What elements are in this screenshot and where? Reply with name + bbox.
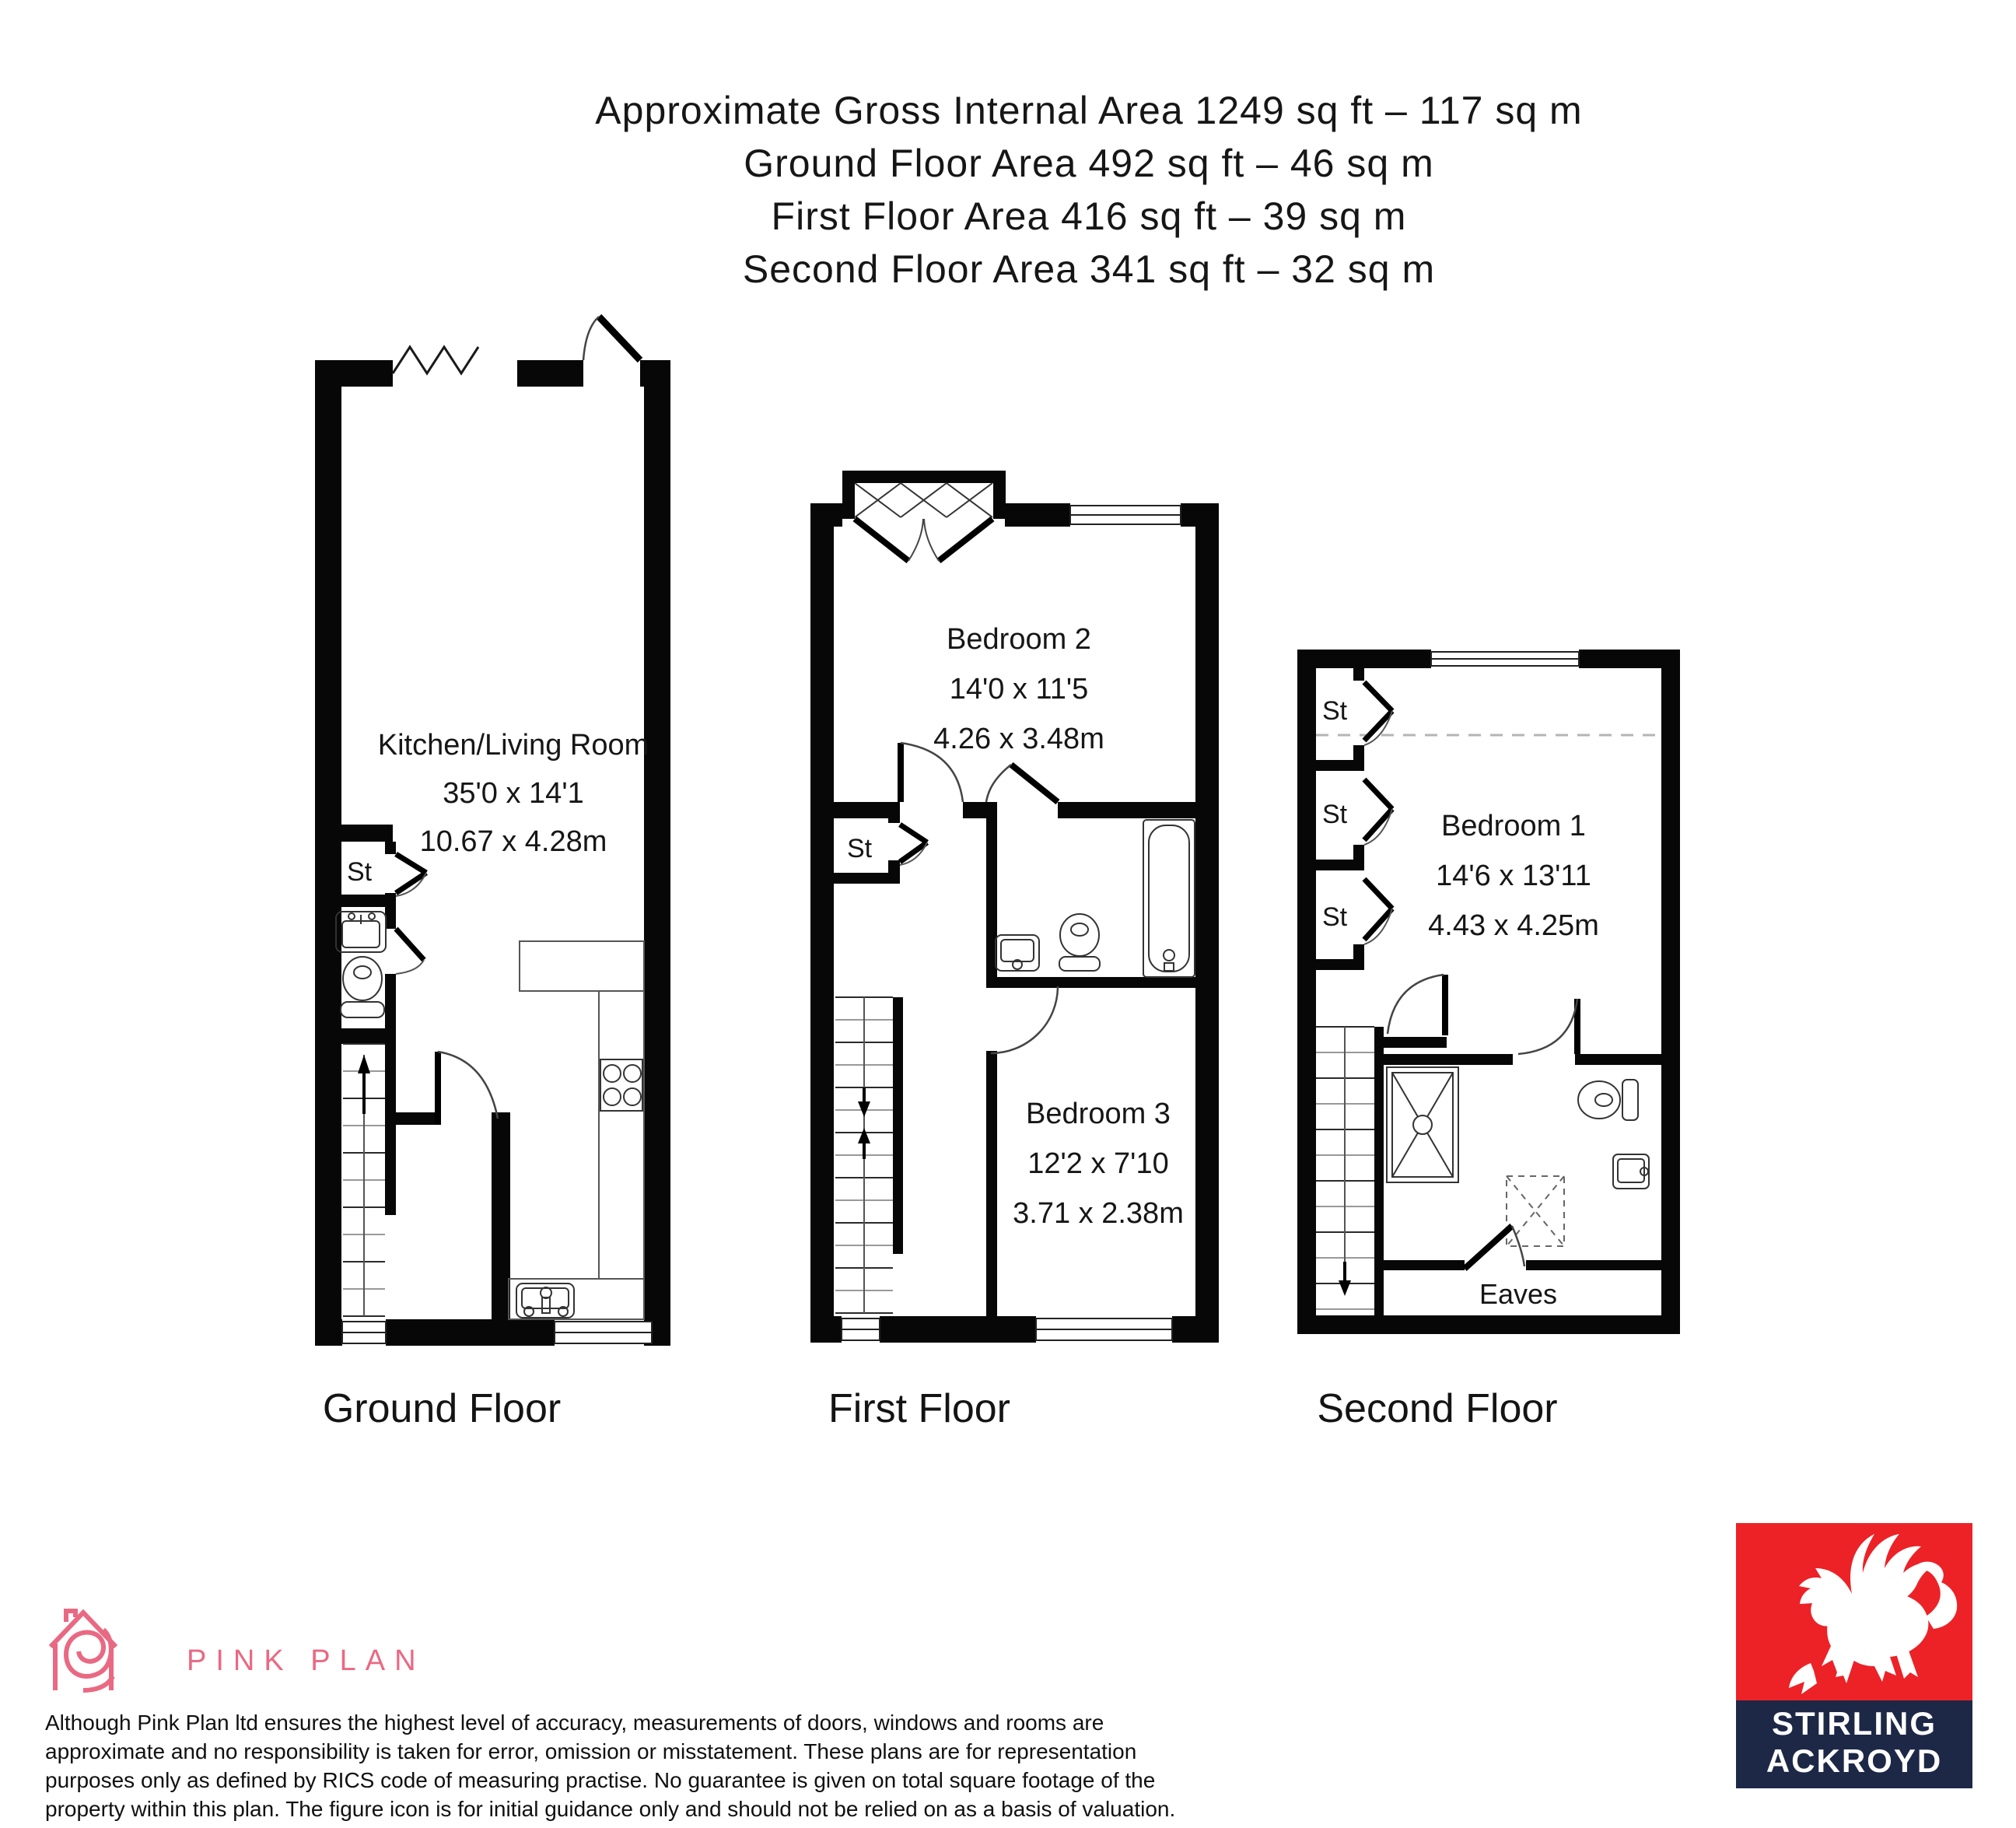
store-label: St [846, 834, 873, 863]
entrance-door [583, 317, 640, 360]
sink-icon [1613, 1154, 1649, 1189]
second-floor-area: Second Floor Area 341 sq ft – 32 sq m [742, 247, 1436, 291]
disclaimer-line: property within this plan. The figure icon is for initial guidance only and should not be relied on as a basis of valuation. [45, 1797, 1176, 1821]
stirling-wordmark-line1: STIRLING [1772, 1705, 1937, 1742]
store-label: St [1321, 696, 1348, 726]
floor-label-ground: Ground Floor [322, 1386, 562, 1431]
store-door [396, 854, 426, 896]
eaves-label: Eaves [1479, 1278, 1558, 1310]
sink-icon [996, 935, 1039, 971]
room-dims-ft: 12'2 x 7'10 [1027, 1147, 1169, 1180]
toilet-icon [1578, 1080, 1638, 1120]
toilet-icon [341, 957, 384, 1017]
room-dims-m: 10.67 x 4.28m [419, 825, 607, 858]
store-label: St [1321, 902, 1348, 932]
stairs-up [343, 1044, 385, 1316]
stairs-arrow-up [358, 1055, 370, 1073]
room-label: Bedroom 2 [947, 623, 1091, 656]
room-dims-m: 3.71 x 2.38m [1013, 1197, 1184, 1230]
pink-plan-brand [43, 1599, 509, 1700]
pink-plan-wordmark: PINK PLAN [187, 1644, 425, 1677]
disclaimer-line: Although Pink Plan ltd ensures the highest level of accuracy, measurements of doors, windows and rooms are [45, 1711, 1104, 1735]
store-label: St [1321, 800, 1348, 829]
store-label: St [346, 857, 373, 887]
stairs-down [1316, 1027, 1374, 1309]
room-dims-ft: 14'0 x 11'5 [949, 673, 1089, 706]
bathtub-icon [1143, 820, 1195, 977]
stirling-wordmark-line2: ACKROYD [1766, 1742, 1943, 1779]
hob-icon [600, 1059, 642, 1111]
ground-floor-area: Ground Floor Area 492 sq ft – 46 sq m [744, 142, 1434, 185]
sink-icon [336, 912, 386, 952]
eaves-door [1465, 1226, 1524, 1269]
room-label: Bedroom 1 [1441, 810, 1586, 842]
bedroom3-door [991, 986, 1058, 1053]
kitchen-sink-icon [516, 1283, 574, 1318]
gross-internal-area: Approximate Gross Internal Area 1249 sq ft – 117 sq m [595, 89, 1583, 132]
first-floor-area: First Floor Area 416 sq ft – 39 sq m [771, 194, 1407, 238]
room-dims-ft: 14'6 x 13'11 [1436, 860, 1591, 892]
room-dims-m: 4.43 x 4.25m [1428, 909, 1599, 942]
room-dims-ft: 35'0 x 14'1 [443, 777, 584, 810]
room-dims-m: 4.26 x 3.48m [933, 723, 1104, 755]
store-door [900, 825, 927, 865]
floor-label-second: Second Floor [1317, 1386, 1558, 1431]
ground-floor-plan [315, 317, 670, 1431]
shower-room-door [1518, 999, 1577, 1054]
disclaimer-line: approximate and no responsibility is taken for error, omission or misstatement. These plans are for representation [45, 1739, 1137, 1763]
toilet-icon [1059, 914, 1100, 971]
wc-door [396, 929, 424, 974]
first-floor-plan [810, 471, 1219, 1431]
hall-door [438, 1052, 498, 1125]
shower-icon [1387, 1067, 1458, 1182]
second-floor-plan [1297, 650, 1680, 1431]
stirling-ackroyd-logo [1736, 1523, 1972, 1788]
landing-door [1388, 975, 1445, 1035]
window [1070, 506, 1181, 524]
room-label: Bedroom 3 [1026, 1098, 1171, 1130]
kitchen-counter [509, 941, 644, 1319]
party-wall-zigzag [393, 347, 478, 373]
wardrobe-bay [855, 483, 992, 517]
pink-plan-house-icon [51, 1611, 116, 1690]
stairs-arrow-down [1339, 1280, 1351, 1296]
stairs-up-down [835, 997, 893, 1313]
bathroom-door [986, 765, 1058, 802]
floor-label-first: First Floor [828, 1386, 1010, 1431]
window [1431, 652, 1579, 666]
disclaimer-line: purposes only as defined by RICS code of measuring practise. No guarantee is given on total square footage of the [45, 1768, 1156, 1792]
bay-double-door [855, 519, 992, 561]
room-label: Kitchen/Living Room [377, 729, 649, 762]
disclaimer-text [45, 1708, 1212, 1823]
